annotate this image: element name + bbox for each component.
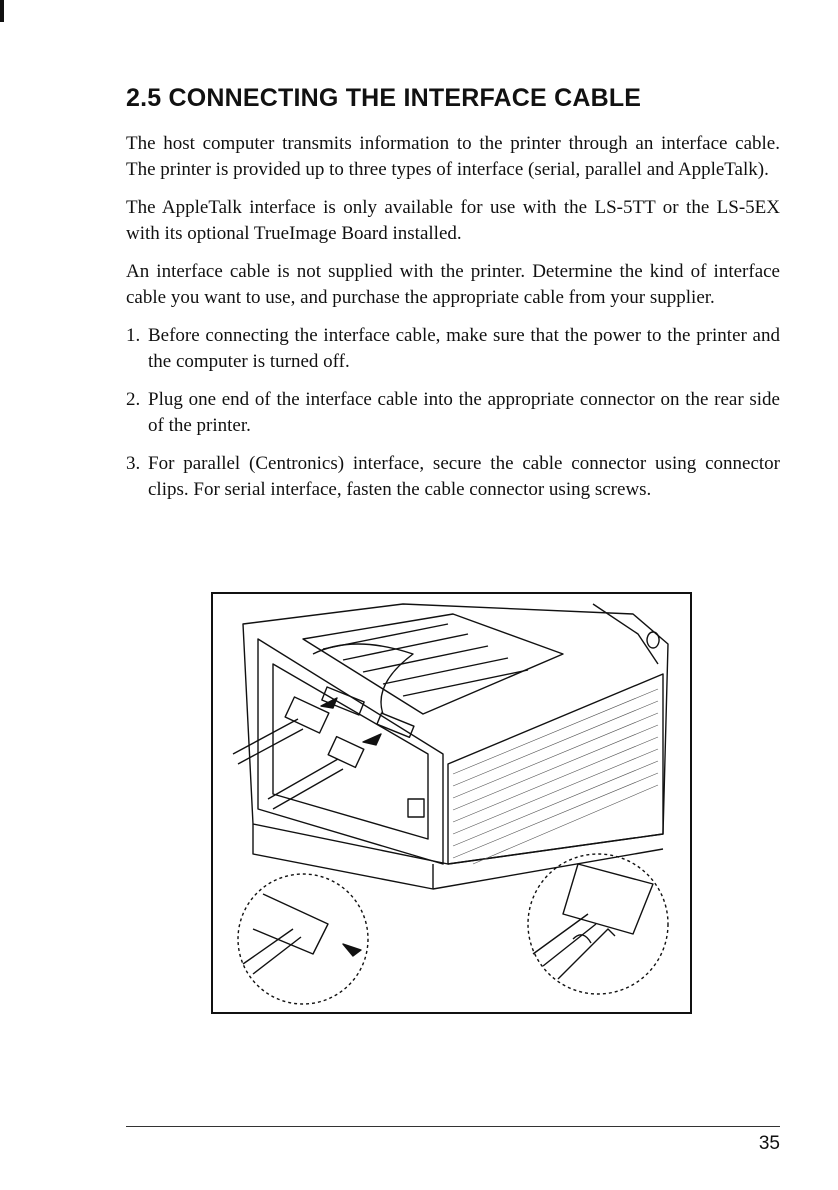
lock-icon: [647, 632, 659, 648]
insert-arrow-icon: [321, 698, 337, 708]
step-item: [126, 323, 780, 375]
parallel-cable: [233, 719, 303, 764]
section-heading: 2.5 CONNECTING THE INTERFACE CABLE: [126, 84, 642, 112]
paper-tray: [303, 614, 563, 714]
steps-list: [126, 323, 780, 503]
appletalk-connector: [408, 799, 424, 817]
step-number: 1.: [126, 325, 141, 346]
printer-drawing: [213, 594, 690, 1012]
step-text: For parallel (Centronics) interface, secure the cable connector using connector clips. For serial interface, fasten the cable connector using screws.: [148, 453, 780, 500]
margin-mark: [0, 0, 4, 22]
printer-outline: [243, 604, 668, 864]
step-item: [126, 451, 780, 503]
clip-detail-circle: [238, 874, 368, 1004]
printer-interface-illustration: [211, 592, 692, 1014]
footer-rule: [126, 1126, 780, 1127]
side-panel: [448, 674, 663, 864]
body-text: [126, 131, 780, 515]
serial-cable: [268, 759, 343, 809]
step-text: Before connecting the interface cable, make sure that the power to the printer and the computer is turned off.: [148, 325, 780, 372]
step-item: [126, 387, 780, 439]
step-number: 3.: [126, 453, 141, 474]
clip-arrow-icon: [343, 944, 361, 956]
step-number: 2.: [126, 389, 141, 410]
page-number: 35: [758, 1133, 780, 1154]
insert-arrow-icon: [363, 734, 381, 745]
paragraph-cable-supply: An interface cable is not supplied with the printer. Determine the kind of interface cable you want to use, and purchase the appropriate cable from your supplier.: [126, 261, 780, 308]
paragraph-interface-intro: The host computer transmits information to the printer through an interface cable. The printer is provided up to three types of interface (serial, parallel and AppleTalk).: [126, 133, 780, 180]
paragraph-appletalk: The AppleTalk interface is only available for use with the LS-5TT or the LS-5EX with its optional TrueImage Board installed.: [126, 197, 780, 244]
step-text: Plug one end of the interface cable into the appropriate connector on the rear side of the printer.: [148, 389, 780, 436]
